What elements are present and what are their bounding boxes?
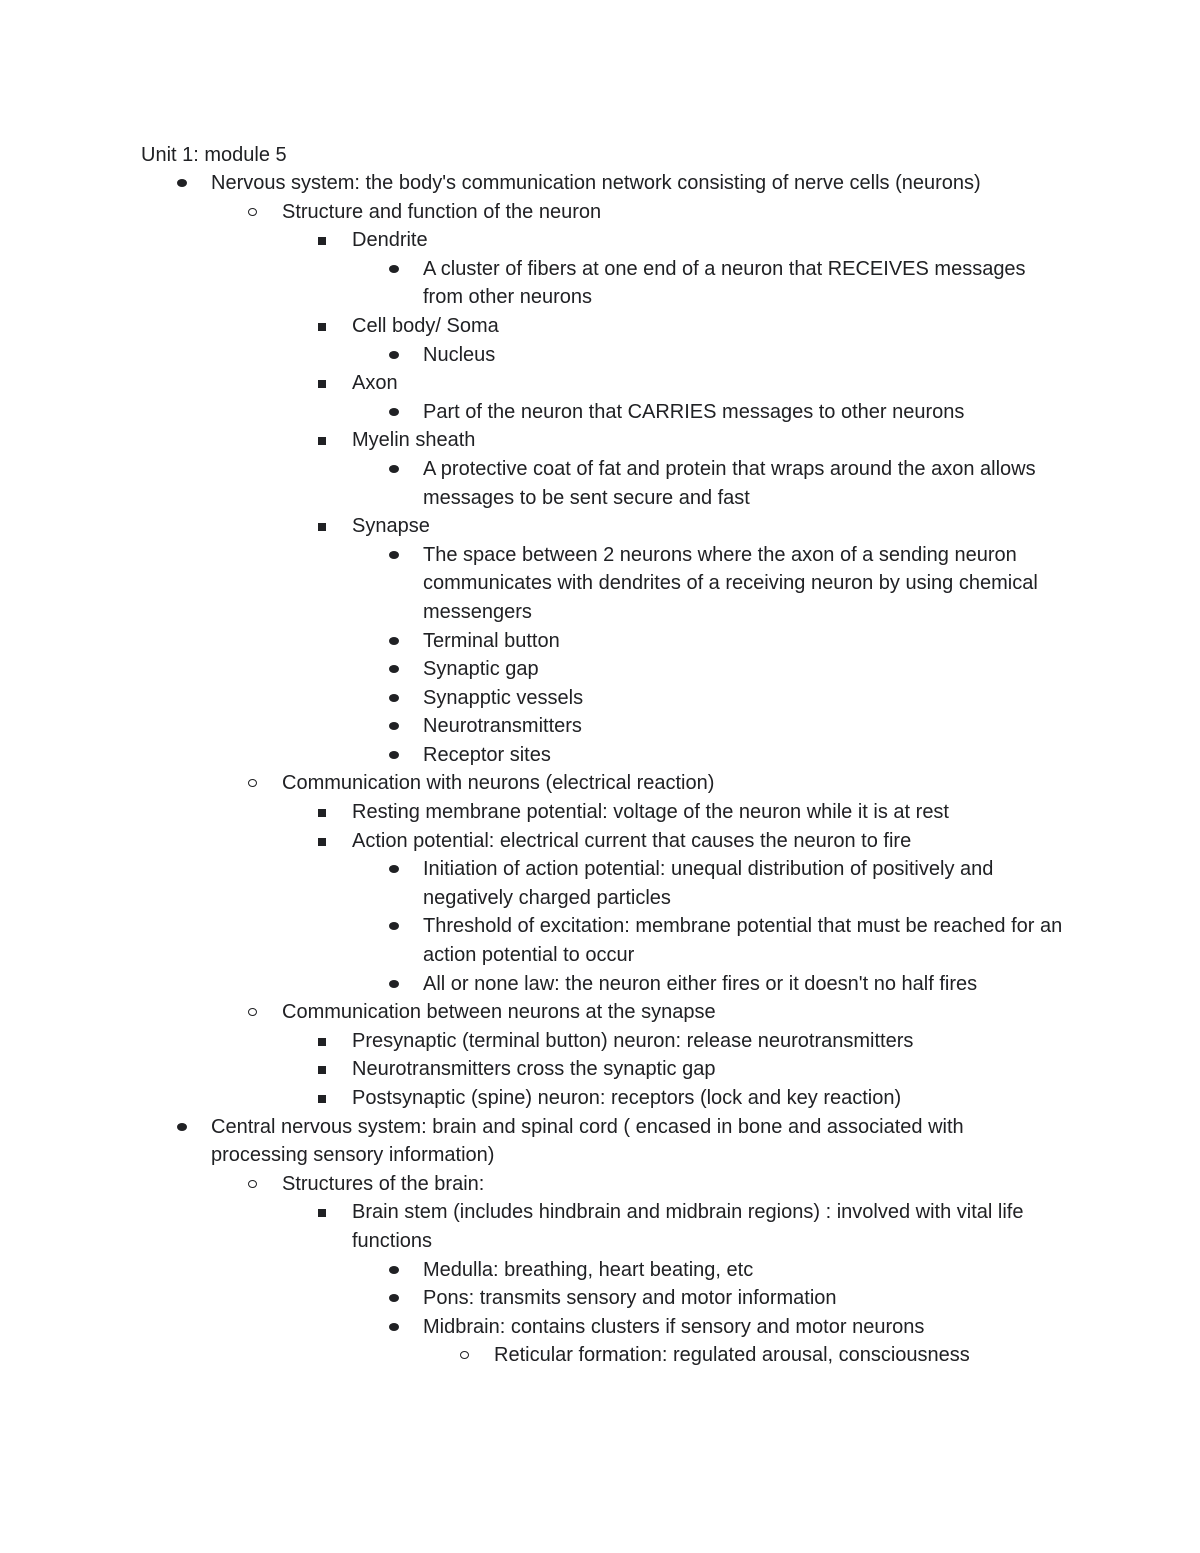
list-item-text: Receptor sites bbox=[423, 743, 551, 766]
list-item-text: Midbrain: contains clusters if sensory and motor neurons bbox=[423, 1315, 925, 1338]
disc-bullet-icon bbox=[389, 751, 399, 759]
list-item-text: Reticular formation: regulated arousal, consciousness bbox=[494, 1344, 970, 1367]
list-item-text: The space between 2 neurons where the axon of a sending neuron communicates with dendrites of a receiving neuron by using chemical messengers bbox=[423, 543, 1038, 623]
disc-bullet-icon bbox=[389, 1323, 399, 1331]
list-item bbox=[0, 1113, 1200, 1170]
list-item bbox=[0, 998, 1200, 1027]
list-item bbox=[0, 684, 1200, 713]
list-item bbox=[0, 798, 1200, 827]
list-item bbox=[0, 198, 1200, 227]
list-item bbox=[0, 1313, 1200, 1342]
disc-bullet-icon bbox=[389, 665, 399, 673]
square-bullet-icon bbox=[318, 323, 326, 331]
list-item bbox=[0, 627, 1200, 656]
disc-bullet-icon bbox=[389, 922, 399, 930]
circle-bullet-icon bbox=[460, 1351, 469, 1359]
list-item-text: Structures of the brain: bbox=[282, 1172, 485, 1195]
list-item-text: Cell body/ Soma bbox=[352, 314, 499, 337]
list-item bbox=[0, 341, 1200, 370]
list-item-text: Synapptic vessels bbox=[423, 686, 584, 709]
list-item bbox=[0, 312, 1200, 341]
disc-bullet-icon bbox=[177, 1123, 187, 1131]
disc-bullet-icon bbox=[389, 1266, 399, 1274]
list-item-text: Synapse bbox=[352, 515, 430, 538]
list-item-text: Dendrite bbox=[352, 229, 428, 252]
list-item bbox=[0, 1027, 1200, 1056]
list-item-text: Medulla: breathing, heart beating, etc bbox=[423, 1258, 754, 1281]
list-item-text: Initiation of action potential: unequal distribution of positively and negatively charged particles bbox=[423, 858, 994, 909]
list-item bbox=[0, 712, 1200, 741]
disc-bullet-icon bbox=[389, 1294, 399, 1302]
list-item bbox=[0, 1170, 1200, 1199]
disc-bullet-icon bbox=[389, 722, 399, 730]
disc-bullet-icon bbox=[389, 980, 399, 988]
square-bullet-icon bbox=[318, 809, 326, 817]
disc-bullet-icon bbox=[389, 637, 399, 645]
list-item-text: Myelin sheath bbox=[352, 429, 476, 452]
square-bullet-icon bbox=[318, 1066, 326, 1074]
list-item-text: Action potential: electrical current that causes the neuron to fire bbox=[352, 829, 912, 852]
list-item bbox=[0, 1256, 1200, 1285]
list-item-text: Synaptic gap bbox=[423, 658, 539, 681]
square-bullet-icon bbox=[318, 1038, 326, 1046]
list-item-text: Threshold of excitation: membrane potential that must be reached for an action potential to occur bbox=[423, 915, 1063, 967]
list-item-text: Part of the neuron that CARRIES messages to other neurons bbox=[423, 400, 965, 423]
list-item bbox=[0, 855, 1200, 912]
list-item bbox=[0, 512, 1200, 541]
list-item bbox=[0, 970, 1200, 999]
disc-bullet-icon bbox=[389, 551, 399, 559]
list-item bbox=[0, 1284, 1200, 1313]
square-bullet-icon bbox=[318, 838, 326, 846]
list-item-text: Neurotransmitters cross the synaptic gap bbox=[352, 1058, 716, 1081]
list-item bbox=[0, 541, 1200, 627]
list-item bbox=[0, 1198, 1200, 1255]
list-item bbox=[0, 255, 1200, 312]
list-item-text: A protective coat of fat and protein that wraps around the axon allows messages to be sent secure and fast bbox=[423, 457, 1036, 509]
list-item bbox=[0, 769, 1200, 798]
square-bullet-icon bbox=[318, 437, 326, 445]
list-item-text: Resting membrane potential: voltage of the neuron while it is at rest bbox=[352, 801, 949, 824]
list-item-text: Neurotransmitters bbox=[423, 715, 582, 738]
list-item bbox=[0, 655, 1200, 684]
square-bullet-icon bbox=[318, 523, 326, 531]
square-bullet-icon bbox=[318, 1095, 326, 1103]
list-item bbox=[0, 1341, 1200, 1370]
list-item-text: Communication with neurons (electrical reaction) bbox=[282, 772, 715, 795]
disc-bullet-icon bbox=[389, 408, 399, 416]
list-item bbox=[0, 912, 1200, 969]
disc-bullet-icon bbox=[389, 694, 399, 702]
list-item-text: Nucleus bbox=[423, 343, 496, 366]
list-item bbox=[0, 369, 1200, 398]
list-item bbox=[0, 226, 1200, 255]
list-item-text: Axon bbox=[352, 372, 398, 395]
square-bullet-icon bbox=[318, 1209, 326, 1217]
disc-bullet-icon bbox=[389, 465, 399, 473]
disc-bullet-icon bbox=[389, 265, 399, 273]
square-bullet-icon bbox=[318, 237, 326, 245]
circle-bullet-icon bbox=[248, 779, 257, 787]
list-item-text: Pons: transmits sensory and motor information bbox=[423, 1287, 837, 1310]
list-item bbox=[0, 169, 1200, 198]
list-item bbox=[0, 741, 1200, 770]
list-item-text: Central nervous system: brain and spinal cord ( encased in bone and associated with processing sensory information) bbox=[211, 1115, 964, 1167]
list-item-text: Brain stem (includes hindbrain and midbrain regions) : involved with vital life functions bbox=[352, 1201, 1024, 1252]
list-item-text: Postsynaptic (spine) neuron: receptors (lock and key reaction) bbox=[352, 1087, 902, 1109]
disc-bullet-icon bbox=[389, 865, 399, 873]
disc-bullet-icon bbox=[389, 351, 399, 359]
list-item-text: Nervous system: the body's communication network consisting of nerve cells (neurons) bbox=[211, 172, 981, 194]
list-item bbox=[0, 426, 1200, 455]
list-item bbox=[0, 1084, 1200, 1113]
disc-bullet-icon bbox=[177, 179, 187, 187]
list-item-text: Communication between neurons at the synapse bbox=[282, 1001, 716, 1024]
list-item-text: Structure and function of the neuron bbox=[282, 200, 602, 223]
square-bullet-icon bbox=[318, 380, 326, 388]
list-item-text: All or none law: the neuron either fires or it doesn't no half fires bbox=[423, 972, 978, 995]
list-item-text: Terminal button bbox=[423, 629, 560, 652]
circle-bullet-icon bbox=[248, 1180, 257, 1188]
page-title: Unit 1: module 5 bbox=[141, 144, 287, 166]
list-item bbox=[0, 398, 1200, 427]
list-item bbox=[0, 1055, 1200, 1084]
circle-bullet-icon bbox=[248, 208, 257, 216]
notes-outline bbox=[0, 169, 1200, 1370]
list-item-text: Presynaptic (terminal button) neuron: release neurotransmitters bbox=[352, 1029, 914, 1052]
list-item bbox=[0, 455, 1200, 512]
list-item-text: A cluster of fibers at one end of a neuron that RECEIVES messages from other neurons bbox=[423, 257, 1026, 309]
list-item bbox=[0, 827, 1200, 856]
circle-bullet-icon bbox=[248, 1008, 257, 1016]
